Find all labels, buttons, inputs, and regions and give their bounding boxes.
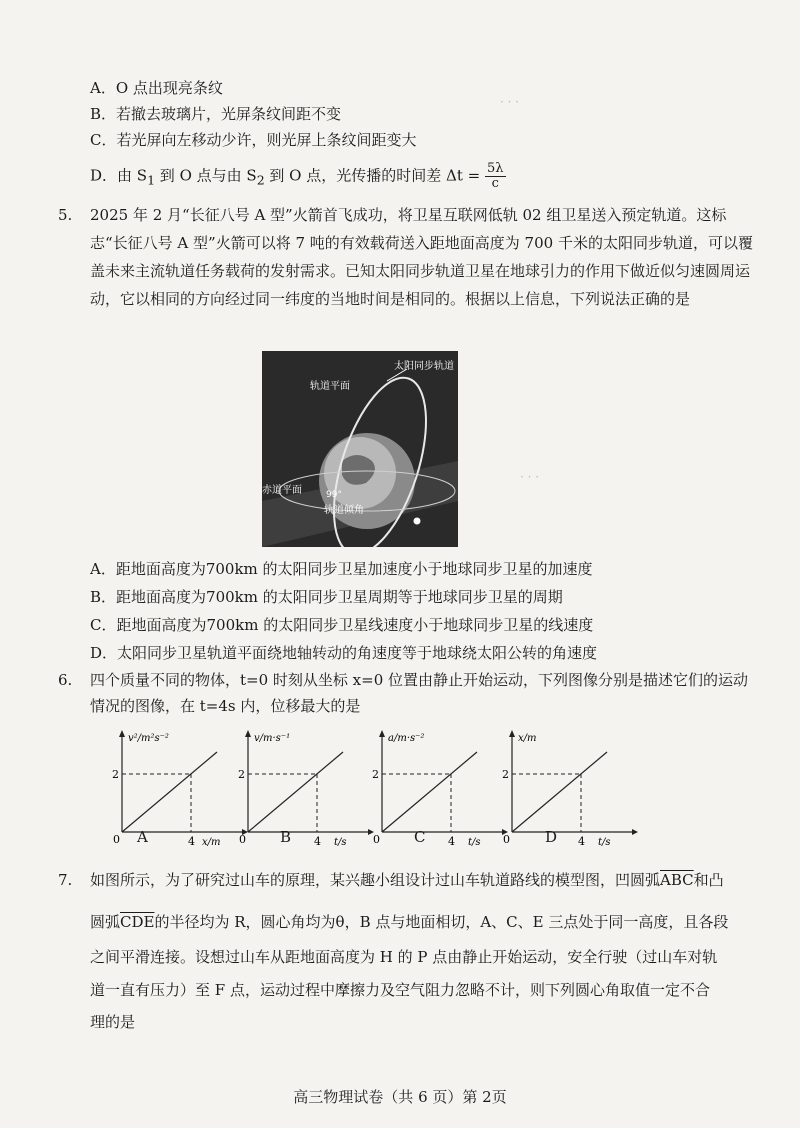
- time-difference-fraction: $\frac{5\lambda}{c}$: [487, 161, 504, 191]
- graph-d-origin: 0: [503, 833, 510, 846]
- graph-a-ytick: 2: [112, 768, 119, 781]
- graph-a: [112, 727, 252, 847]
- q6-line-2: 情况的图像，在 t=4s 内，位移最大的是: [90, 697, 361, 715]
- inclination-label: 轨道倾角: [324, 505, 364, 516]
- graph-b-label: B: [280, 828, 292, 846]
- graph-b-xlabel: t/s: [334, 837, 347, 847]
- graph-a-origin: 0: [113, 833, 120, 846]
- graph-b-ytick: 2: [238, 768, 245, 781]
- graph-a-xlabel: x/m: [202, 837, 221, 847]
- graph-c: [372, 727, 512, 847]
- orbit-plane-label: 轨道平面: [310, 381, 350, 392]
- q7-line-2: 圆弧$\overline{CDE}$的半径均为 R，圆心角均为θ，B 点与地面相切，A、C、E 三点处于同一高度，且各段: [90, 913, 729, 931]
- graph-d-xlabel: t/s: [598, 837, 611, 847]
- graph-d-ylabel: x/m: [518, 733, 537, 744]
- sun-synchronous-orbit-figure: [262, 351, 458, 547]
- graph-d-xtick: 4: [578, 835, 585, 847]
- q5-number: 5.: [58, 206, 73, 224]
- bleed-through-mark: · · ·: [520, 470, 540, 484]
- graph-d: [502, 727, 642, 847]
- q7-number: 7.: [58, 871, 73, 889]
- q5-option-b: B．距地面高度为700km 的太阳同步卫星周期等于地球同步卫星的周期: [90, 588, 563, 606]
- q7-line-4: 道一直有压力）至 F 点，运动过程中摩擦力及空气阻力忽略不计，则下列圆心角取值一定不合: [90, 981, 710, 999]
- q6-number: 6.: [58, 671, 73, 689]
- q6-line-1: 四个质量不同的物体，t=0 时刻从坐标 x=0 位置由静止开始运动，下列图像分别是描述它们的运动: [90, 671, 749, 689]
- graph-b-ylabel: v/m·s⁻¹: [254, 733, 291, 744]
- q5-option-c: C．距地面高度为700km 的太阳同步卫星线速度小于地球同步卫星的线速度: [90, 616, 594, 634]
- graph-b-xtick: 4: [314, 835, 321, 847]
- graph-a-xtick: 4: [188, 835, 195, 847]
- q4-option-a: A．O 点出现亮条纹: [90, 79, 223, 97]
- sun-sync-orbit-label: 太阳同步轨道: [394, 361, 454, 372]
- graph-c-ylabel: a/m·s⁻²: [388, 733, 425, 744]
- arc-abc: $\overline{ABC}$: [660, 871, 694, 889]
- equator-plane-label: 赤道平面: [262, 485, 302, 496]
- graph-b: [238, 727, 378, 847]
- graph-d-ytick: 2: [502, 768, 509, 781]
- graph-b-origin: 0: [239, 833, 246, 846]
- graph-d-label: D: [545, 828, 558, 846]
- q7-line-5: 理的是: [90, 1013, 136, 1031]
- q4-option-b: B．若撤去玻璃片，光屏条纹间距不变: [90, 105, 342, 123]
- q7-line-1: 如图所示，为了研究过山车的原理，某兴趣小组设计过山车轨道路线的模型图，凹圆弧$\overline{ABC}$和凸: [90, 871, 724, 889]
- angle-label: 99°: [326, 490, 342, 500]
- graph-c-xlabel: t/s: [468, 837, 481, 847]
- graph-a-label: A: [137, 828, 148, 846]
- bleed-through-mark: · · ·: [500, 95, 520, 109]
- q4-option-d: D．由 $S_1$ 到 O 点与由 $S_2$ 到 O 点，光传播的时间差 Δt = $\frac{5\lambda}{c}$: [90, 161, 504, 191]
- page-footer: 高三物理试卷（共 6 页）第 2页: [293, 1088, 507, 1106]
- graph-c-ytick: 2: [372, 768, 379, 781]
- graph-c-origin: 0: [373, 833, 380, 846]
- graph-a-ylabel: v²/m²s⁻²: [128, 733, 169, 744]
- q7-line-3: 之间平滑连接。设想过山车从距地面高度为 H 的 P 点由静止开始运动，安全行驶（过山车对轨: [90, 948, 718, 966]
- q4-option-c: C．若光屏向左移动少许，则光屏上条纹间距变大: [90, 131, 417, 149]
- q5-option-d: D．太阳同步卫星轨道平面绕地轴转动的角速度等于地球绕太阳公转的角速度: [90, 644, 598, 662]
- q5-stem: 2025 年 2 月“长征八号 A 型”火箭首飞成功，将卫星互联网低轨 02 组卫星送入预定轨道。这标志“长征八号 A 型”火箭可以将 7 吨的有效载荷送入距地面高度为 700 千米的太阳同步轨道，可以覆盖未来主流轨道任务载荷的发射需求。已知太阳同步轨道卫星在地球引力的作用下做近似匀速圆周运动，它以相同的方向经过同一纬度的当地时间是相同的。根据以上信息，下列说法正确的是: [90, 206, 753, 308]
- graph-c-label: C: [414, 828, 426, 846]
- q5-option-a: A．距地面高度为700km 的太阳同步卫星加速度小于地球同步卫星的加速度: [90, 560, 593, 578]
- arc-cde: $\overline{CDE}$: [120, 913, 155, 931]
- graph-c-xtick: 4: [448, 835, 455, 847]
